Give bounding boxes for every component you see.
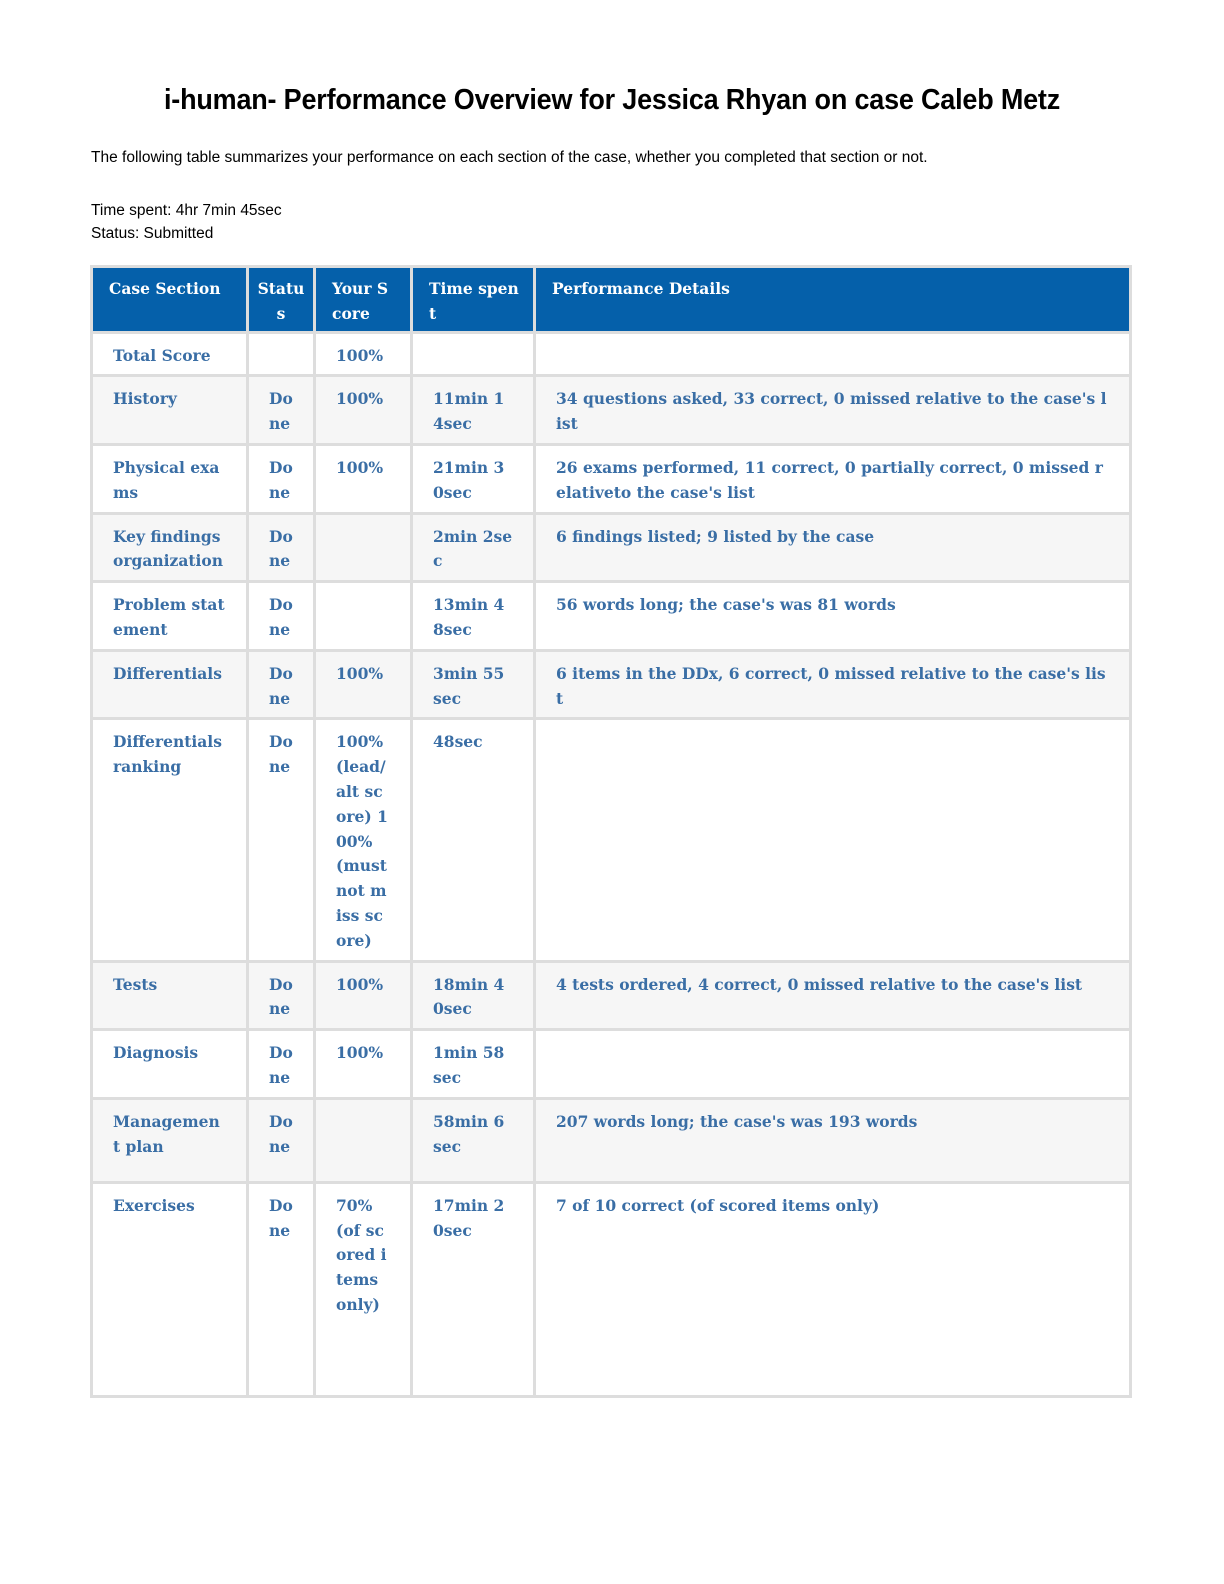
cell-time-spent [412,332,535,376]
cell-score: 70% (of scored items only) [315,1182,412,1396]
page-title: i-human- Performance Overview for Jessica Rhyan on case Caleb Metz [163,84,1061,116]
table-row [92,376,1131,445]
cell-case-section: Tests [92,961,248,1030]
cell-case-section: Key findings organization [92,513,248,582]
cell-performance-details [535,1030,1131,1099]
cell-status: Done [248,719,315,961]
column-header-status: Status [248,267,315,333]
table-row [92,332,1131,376]
cell-status: Done [248,444,315,513]
cell-status: Done [248,650,315,719]
cell-performance-details: 207 words long; the case's was 193 words [535,1098,1131,1182]
table-row [92,650,1131,719]
cell-time-spent: 1min 58sec [412,1030,535,1099]
intro-text: The following table summarizes your performance on each section of the case, whether you completed that section or not. [91,149,928,166]
cell-status: Done [248,1030,315,1099]
cell-score [315,513,412,582]
table-row [92,582,1131,651]
cell-status: Done [248,513,315,582]
time-spent-text: Time spent: 4hr 7min 45sec [91,202,282,219]
table-row [92,444,1131,513]
cell-time-spent: 2min 2sec [412,513,535,582]
performance-table [90,265,1132,1398]
cell-time-spent: 21min 30sec [412,444,535,513]
cell-performance-details: 7 of 10 correct (of scored items only) [535,1182,1131,1396]
column-header-your-score: Your Score [315,267,412,333]
cell-time-spent: 18min 40sec [412,961,535,1030]
cell-score [315,1098,412,1182]
cell-status: Done [248,376,315,445]
cell-time-spent: 13min 48sec [412,582,535,651]
table-row [92,1098,1131,1182]
status-text: Status: Submitted [91,225,214,242]
column-header-case-section: Case Section [92,267,248,333]
cell-performance-details: 26 exams performed, 11 correct, 0 partially correct, 0 missed relativeto the case's list [535,444,1131,513]
table-row [92,513,1131,582]
cell-case-section: Physical exams [92,444,248,513]
cell-score: 100% (lead/ alt score) 100% (must not miss score) [315,719,412,961]
cell-case-section: Total Score [92,332,248,376]
cell-score: 100% [315,650,412,719]
cell-status: Done [248,1098,315,1182]
table-row [92,1030,1131,1099]
cell-performance-details: 6 findings listed; 9 listed by the case [535,513,1131,582]
cell-performance-details: 56 words long; the case's was 81 words [535,582,1131,651]
table-row [92,1182,1131,1396]
column-header-performance-details: Performance Details [535,267,1131,333]
cell-score: 100% [315,332,412,376]
cell-score: 100% [315,961,412,1030]
cell-time-spent: 3min 55sec [412,650,535,719]
cell-score: 100% [315,444,412,513]
cell-case-section: Problem statement [92,582,248,651]
cell-case-section: Differentials [92,650,248,719]
cell-performance-details [535,719,1131,961]
cell-case-section: History [92,376,248,445]
cell-time-spent: 48sec [412,719,535,961]
table-header-row [92,267,1131,333]
cell-score: 100% [315,376,412,445]
cell-case-section: Diagnosis [92,1030,248,1099]
cell-status: Done [248,1182,315,1396]
cell-performance-details: 4 tests ordered, 4 correct, 0 missed relative to the case's list [535,961,1131,1030]
cell-performance-details: 34 questions asked, 33 correct, 0 missed relative to the case's list [535,376,1131,445]
table-row [92,719,1131,961]
cell-case-section: Management plan [92,1098,248,1182]
cell-status: Done [248,582,315,651]
cell-time-spent: 58min 6sec [412,1098,535,1182]
cell-case-section: Differentials ranking [92,719,248,961]
cell-performance-details [535,332,1131,376]
cell-score [315,582,412,651]
cell-score: 100% [315,1030,412,1099]
cell-time-spent: 17min 20sec [412,1182,535,1396]
cell-time-spent: 11min 14sec [412,376,535,445]
column-header-time-spent: Time spent [412,267,535,333]
cell-status [248,332,315,376]
cell-status: Done [248,961,315,1030]
table-row [92,961,1131,1030]
cell-case-section: Exercises [92,1182,248,1396]
cell-performance-details: 6 items in the DDx, 6 correct, 0 missed relative to the case's list [535,650,1131,719]
